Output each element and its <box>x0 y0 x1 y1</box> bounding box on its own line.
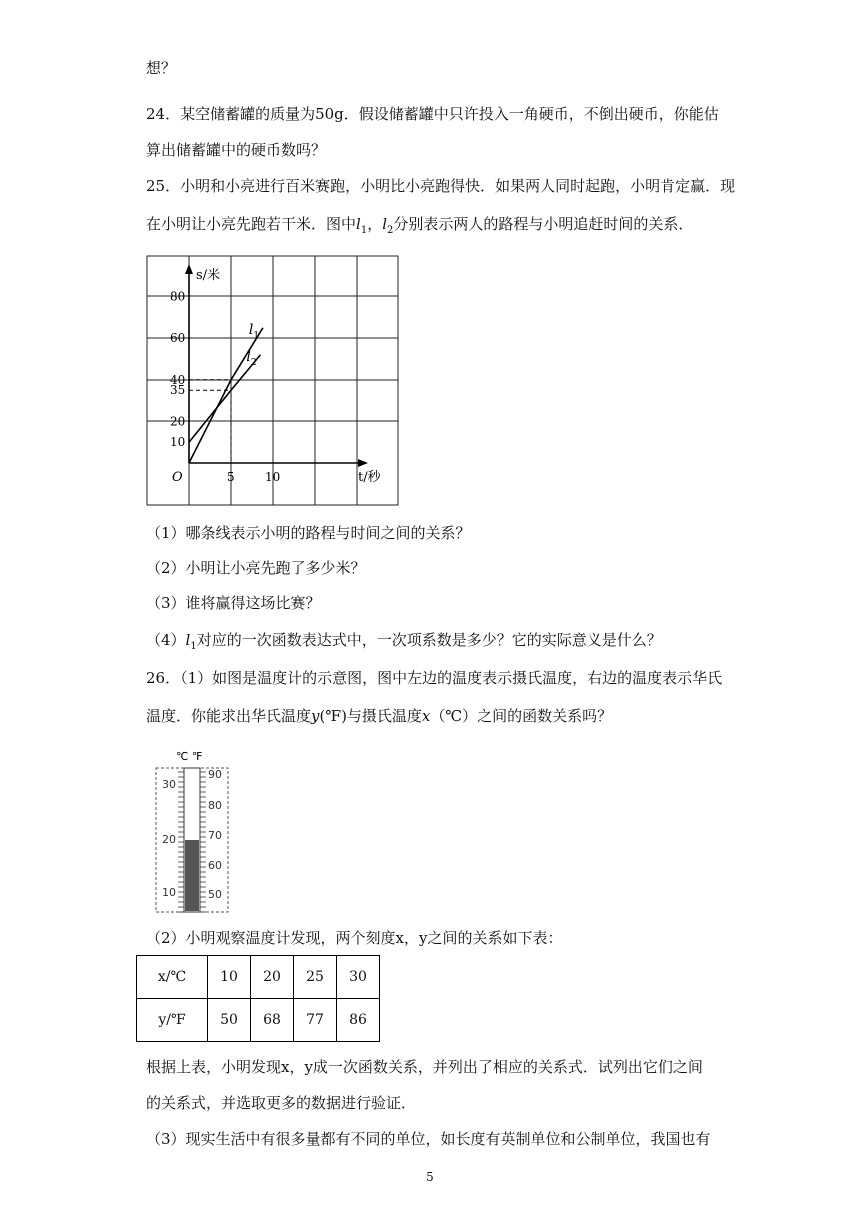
mercury-column <box>185 840 199 911</box>
question-24: 24．某空储蓄罐的质量为50g．假设储蓄罐中只许投入一角硬币，不倒出硬币，你能估 <box>146 105 719 123</box>
table-cell: 77 <box>294 999 337 1042</box>
fahrenheit-label: 70 <box>208 829 222 842</box>
text-segment: 温度．你能求出华氏温度 <box>146 707 312 725</box>
unit-labels: ℃ ℉ <box>176 750 203 763</box>
sub-question-26-3: （3）现实生活中有很多量都有不同的单位，如长度有英制单位和公制单位，我国也有 <box>146 1130 711 1148</box>
celsius-label: 30 <box>162 778 176 791</box>
question-25: 25．小明和小亮进行百米赛跑，小明比小亮跑得快．如果两人同时起跑，小明肯定赢．现 <box>146 177 736 195</box>
x-axis-label: t/秒 <box>358 470 381 485</box>
table-cell: 25 <box>294 956 337 999</box>
y-tick-label: 35 <box>170 383 186 398</box>
fahrenheit-label: 60 <box>208 859 222 872</box>
fahrenheit-label: 50 <box>208 888 222 901</box>
table-row <box>137 956 380 999</box>
text-segment: 在小明让小亮先跑若干米．图中 <box>146 215 357 233</box>
y-axis-arrow <box>185 264 193 274</box>
sub-question-3: （3）谁将赢得这场比赛？ <box>146 594 321 612</box>
y-tick-label: 10 <box>170 435 186 450</box>
thermometer-figure <box>150 748 230 914</box>
question-26: 26．（1）如图是温度计的示意图，图中左边的温度表示摄氏温度，右边的温度表示华氏 <box>146 669 723 687</box>
table-cell: 20 <box>251 956 294 999</box>
x-axis-arrow <box>358 459 368 467</box>
sub-question-2: （2）小明让小亮先跑了多少米？ <box>146 559 366 577</box>
table-row <box>137 999 380 1042</box>
y-tick-label: 20 <box>170 414 186 429</box>
paragraph-line: 的关系式，并选取更多的数据进行验证． <box>146 1094 417 1112</box>
text-segment: (℉)与摄氏温度 <box>319 707 422 725</box>
table-cell: 30 <box>337 956 380 999</box>
question-24-cont: 算出储蓄罐中的硬币数吗？ <box>146 141 327 159</box>
race-graph <box>146 255 400 507</box>
x-tick-label: 10 <box>265 470 281 484</box>
y-tick-label: 80 <box>170 289 186 304</box>
table-cell: x/℃ <box>137 956 208 999</box>
series-line-l2 <box>189 355 260 442</box>
y-tick-label: 40 <box>170 372 186 387</box>
table-cell: 68 <box>251 999 294 1042</box>
sub-question-26-2: （2）小明观察温度计发现，两个刻度x，y之间的关系如下表： <box>146 929 563 947</box>
text-segment: 分别表示两人的路程与小明追赶时间的关系． <box>393 215 694 233</box>
sub-question-4: $(4)l_1$对应的一次函数表达式中，一次项系数是多少？它的实际意义是什么？ <box>146 631 662 652</box>
paragraph-line: 根据上表，小明发现x，y成一次函数关系，并列出了相应的关系式．试列出它们之间 <box>146 1058 703 1076</box>
table-cell: 10 <box>208 956 251 999</box>
series-label-l1: $l_1$ <box>248 321 260 341</box>
text-line: 想？ <box>146 59 177 77</box>
text-segment: （℃）之间的函数关系吗？ <box>430 707 613 725</box>
question-25-cont: 在小明让小亮先跑若干米．图中$l_1$，$l_2$分别表示两人的路程与小明追赶时间的关系． <box>146 215 694 236</box>
fahrenheit-label: 80 <box>208 799 222 812</box>
table-cell: 50 <box>208 999 251 1042</box>
celsius-label: 20 <box>162 833 176 846</box>
page-number: 5 <box>426 1170 434 1184</box>
y-axis-label: s/米 <box>196 268 221 283</box>
y-tick-label: 60 <box>170 331 186 346</box>
fahrenheit-label: 90 <box>208 768 222 781</box>
sub-question-1: （1）哪条线表示小明的路程与时间之间的关系？ <box>146 524 471 542</box>
text-segment: 对应的一次函数表达式中，一次项系数是多少？它的实际意义是什么？ <box>196 631 662 649</box>
origin-label: O <box>172 470 183 485</box>
x-tick-label: 5 <box>227 470 235 484</box>
question-26-cont: 温度．你能求出华氏温度y(℉)与摄氏温度x（℃）之间的函数关系吗？ <box>146 707 613 725</box>
xy-table <box>136 955 380 1042</box>
text-segment: （4） <box>146 631 186 649</box>
table-cell: y/℉ <box>137 999 208 1042</box>
table-cell: 86 <box>337 999 380 1042</box>
series-label-l2: $l_2$ <box>246 348 257 368</box>
celsius-label: 10 <box>162 886 176 899</box>
